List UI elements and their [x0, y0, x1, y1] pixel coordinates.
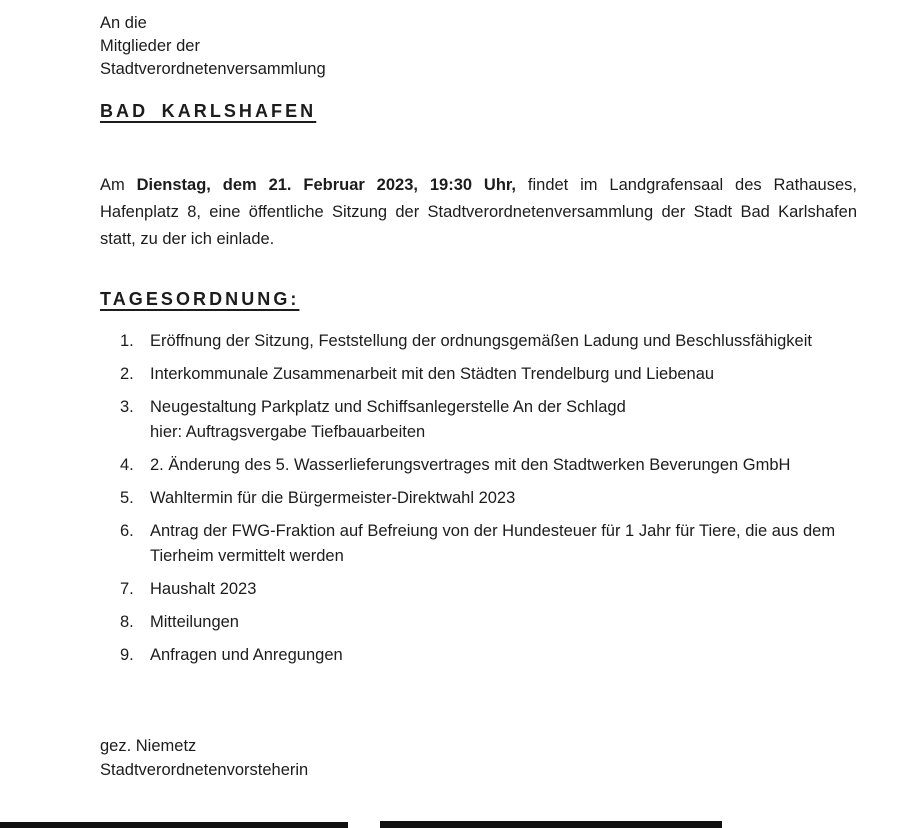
agenda-item-text: Anfragen und Anregungen	[150, 646, 343, 664]
agenda-item-8	[120, 610, 857, 635]
invitation-paragraph	[100, 172, 857, 253]
agenda-item-7	[120, 577, 857, 602]
agenda-heading: TAGESORDNUNG:	[100, 289, 300, 309]
agenda-item-5	[120, 486, 857, 511]
scan-artifact-bar-right	[380, 821, 722, 828]
agenda-item-subtext: hier: Auftragsvergabe Tiefbauarbeiten	[150, 423, 426, 441]
signature-name: gez. Niemetz	[100, 737, 197, 755]
agenda-item-2	[120, 362, 857, 387]
recipient-line: Mitglieder der	[100, 37, 200, 55]
recipient-address-block	[100, 12, 326, 81]
invitation-line-2: Hafenplatz 8, eine öffentliche Sitzung der Stadtverordnetenversammlung der Stadt Bad Karlshafen	[100, 203, 857, 221]
agenda-item-text: Wahltermin für die Bürgermeister-Direktwahl 2023	[150, 489, 516, 507]
agenda-item-number: 9.	[120, 646, 134, 664]
agenda-list	[120, 329, 857, 676]
agenda-item-number: 5.	[120, 489, 134, 507]
agenda-item-text: Neugestaltung Parkplatz und Schiffsanlegerstelle An der Schlagd	[150, 398, 626, 416]
agenda-item-subtext: Tierheim vermittelt werden	[150, 547, 344, 565]
agenda-item-4	[120, 453, 857, 478]
agenda-item-number: 6.	[120, 522, 134, 540]
agenda-item-9	[120, 643, 857, 668]
agenda-item-number: 4.	[120, 456, 134, 474]
recipient-line: An die	[100, 14, 147, 32]
agenda-item-number: 3.	[120, 398, 134, 416]
meeting-datetime: Dienstag, dem 21. Februar 2023, 19:30 Uhr,	[136, 176, 517, 194]
agenda-item-6	[120, 519, 857, 569]
agenda-item-text: 2. Änderung des 5. Wasserlieferungsvertrages mit den Stadtwerken Beverungen GmbH	[150, 456, 791, 474]
agenda-item-text: Eröffnung der Sitzung, Feststellung der ordnungsgemäßen Ladung und Beschlussfähigkeit	[150, 332, 812, 350]
city-heading: BAD KARLSHAFEN	[100, 101, 317, 121]
intro-prefix: Am	[100, 176, 137, 194]
signature-block	[100, 734, 308, 782]
agenda-item-number: 8.	[120, 613, 134, 631]
agenda-item-number: 1.	[120, 332, 134, 350]
recipient-line: Stadtverordnetenversammlung	[100, 60, 326, 78]
signature-title: Stadtverordnetenvorsteherin	[100, 761, 309, 779]
agenda-item-1	[120, 329, 857, 354]
agenda-item-text: Interkommunale Zusammenarbeit mit den Städten Trendelburg und Liebenau	[150, 365, 715, 383]
intro-rest: findet im Landgrafensaal des Rathauses,	[516, 176, 857, 194]
agenda-item-text: Antrag der FWG-Fraktion auf Befreiung von der Hundesteuer für 1 Jahr für Tiere, die aus dem	[150, 522, 836, 540]
agenda-item-number: 2.	[120, 365, 134, 383]
agenda-item-text: Haushalt 2023	[150, 580, 257, 598]
scan-artifact-bar-left	[0, 822, 348, 828]
agenda-item-number: 7.	[120, 580, 134, 598]
invitation-line-3: statt, zu der ich einlade.	[100, 230, 275, 248]
invitation-line-1	[100, 172, 857, 199]
agenda-item-3	[120, 395, 857, 445]
agenda-item-text: Mitteilungen	[150, 613, 239, 631]
